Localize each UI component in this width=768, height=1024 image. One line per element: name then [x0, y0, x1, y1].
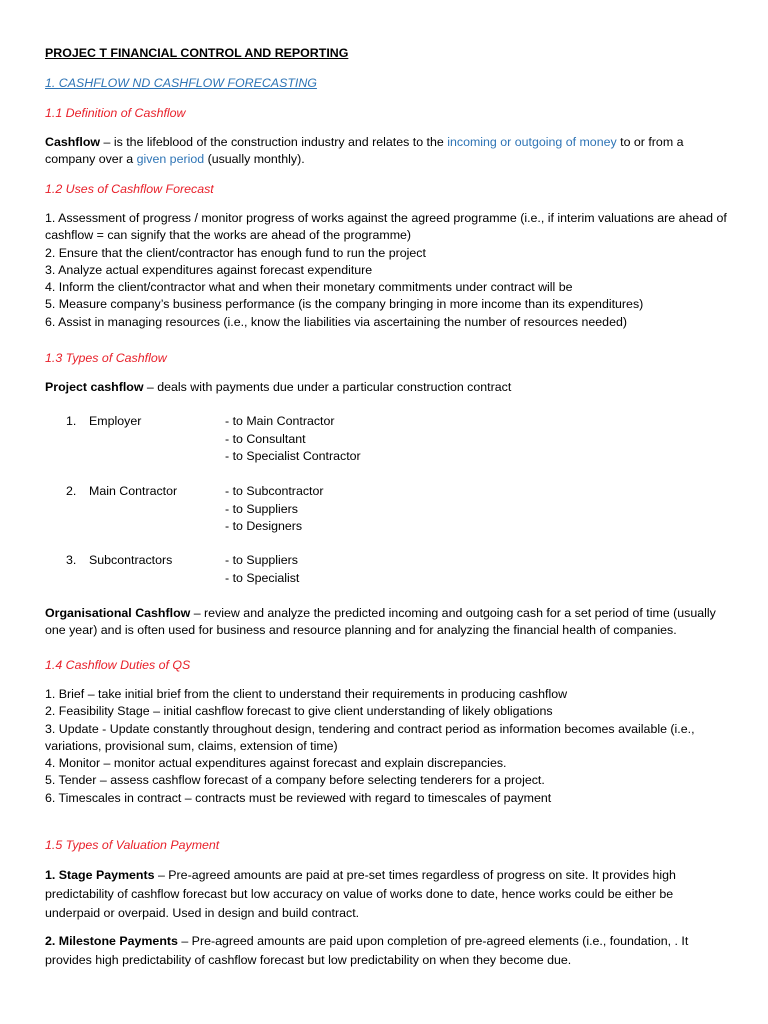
list-item: 1. Brief – take initial brief from the client to understand their requirements in producing cashflow: [45, 687, 568, 701]
party-payee: - to Consultant: [225, 431, 306, 446]
party-payee: - to Suppliers: [225, 501, 299, 516]
duties-list: [45, 686, 728, 807]
list-item: 1. Assessment of progress / monitor progress of works against the agreed programme (i.e., if interim valuations are ahead of cashflow = can signify that the works are ahead of the programme): [45, 211, 727, 243]
organisational-cashflow-text: – review and analyze the predicted incoming and outgoing cash for a set period of time (usually one year) and is often used for business and resource planning and for analyzing the financial health of companies.: [45, 606, 716, 638]
party-number: 1.: [66, 414, 77, 428]
party-payee: - to Subcontractor: [225, 484, 324, 498]
milestone-payments-term: 2. Milestone Payments: [45, 934, 178, 948]
milestone-payments: [45, 932, 728, 970]
uses-list: [45, 210, 728, 331]
party-row: [66, 483, 728, 500]
organisational-cashflow-term: Organisational Cashflow: [45, 606, 191, 620]
definition-text-2: to or from a company over a: [45, 135, 684, 167]
heading-1-3: 1.3 Types of Cashflow: [45, 351, 167, 365]
party-number: 2.: [66, 484, 77, 498]
list-item: 5. Tender – assess cashflow forecast of a company before selecting tenderers for a project.: [45, 773, 545, 788]
party-row: [66, 431, 728, 448]
cashflow-definition: [45, 134, 728, 169]
party-payee: - to Main Contractor: [225, 414, 335, 428]
party-row: [66, 413, 728, 430]
highlight-period: given period: [136, 152, 205, 167]
milestone-payments-text: – Pre-agreed amounts are paid upon completion of pre-agreed elements (i.e., foundation, . It provides high predictability of cashflow forecast but low predictability on when they become due.: [45, 934, 689, 968]
party-payee: - to Specialist: [225, 571, 300, 585]
stage-payments-text: – Pre-agreed amounts are paid at pre-set times regardless of progress on site. It provides high predictability of cashflow forecast but low accuracy on value of works done to date, hence works could be either be underpaid or overpaid. Used in design and build contract.: [45, 868, 676, 921]
heading-1-1: 1.1 Definition of Cashflow: [45, 106, 186, 120]
list-item: 5. Measure company’s business performance (is the company bringing in more income than its expenditures): [45, 297, 644, 312]
project-cashflow: [45, 379, 728, 396]
document-title: PROJEC T FINANCIAL CONTROL AND REPORTING: [45, 46, 349, 60]
party-row: [66, 552, 728, 569]
party-row: [66, 518, 728, 535]
definition-text-1: – is the lifeblood of the construction industry and relates to the: [100, 135, 448, 149]
list-item: 4. Monitor – monitor actual expenditures against forecast and explain discrepancies.: [45, 756, 507, 771]
party-payee: - to Designers: [225, 519, 303, 533]
party-name: Employer: [89, 414, 142, 428]
party-row: [66, 570, 728, 587]
list-item: 4. Inform the client/contractor what and when their monetary commitments under contract will be: [45, 280, 573, 295]
list-item: 6. Assist in managing resources (i.e., know the liabilities via ascertaining the number of resources needed): [45, 314, 627, 329]
party-payee: - to Suppliers: [225, 553, 299, 567]
organisational-cashflow: [45, 605, 728, 640]
party-row: [66, 448, 728, 465]
project-cashflow-term: Project cashflow: [45, 380, 144, 394]
stage-payments-term: 1. Stage Payments: [45, 868, 155, 882]
party-name: Main Contractor: [89, 484, 178, 498]
project-cashflow-text: – deals with payments due under a particular construction contract: [143, 380, 512, 394]
highlight-money: incoming or outgoing of money: [447, 135, 617, 149]
definition-text-3: (usually monthly).: [204, 152, 305, 167]
list-item: 6. Timescales in contract – contracts must be reviewed with regard to timescales of payment: [45, 790, 552, 805]
list-item: 2. Ensure that the client/contractor has enough fund to run the project: [45, 245, 426, 260]
party-row: [66, 501, 728, 518]
list-item: 2. Feasibility Stage – initial cashflow forecast to give client understanding of likely obligations: [45, 704, 553, 719]
cashflow-term: Cashflow: [45, 135, 101, 149]
party-number: 3.: [66, 553, 77, 567]
heading-1-2: 1.2 Uses of Cashflow Forecast: [45, 182, 214, 196]
list-item: 3. Analyze actual expenditures against forecast expenditure: [45, 262, 373, 277]
section-heading-1: 1. CASHFLOW ND CASHFLOW FORECASTING: [45, 76, 317, 90]
list-item: 3. Update - Update constantly throughout design, tendering and contract period as information becomes available (i.e., variations, provisional sum, claims, extension of time): [45, 721, 695, 753]
party-name: Subcontractors: [89, 553, 173, 567]
stage-payments: [45, 866, 728, 924]
heading-1-5: 1.5 Types of Valuation Payment: [45, 838, 220, 852]
party-payee: - to Specialist Contractor: [225, 449, 361, 463]
heading-1-4: 1.4 Cashflow Duties of QS: [45, 658, 191, 672]
